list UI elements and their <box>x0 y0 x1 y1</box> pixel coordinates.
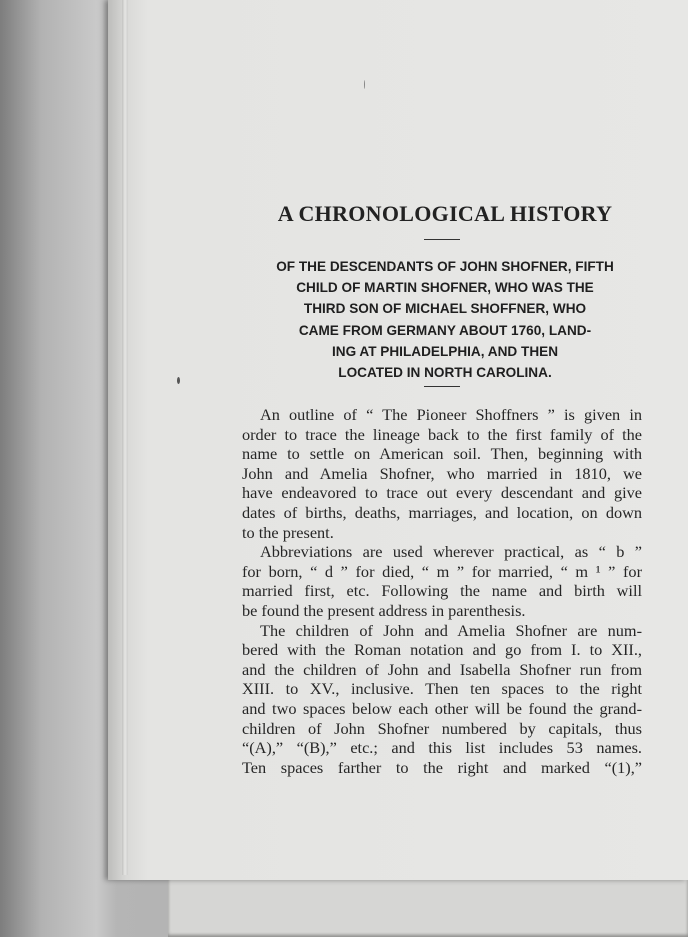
body-line: John and Amelia Shofner, who married in 1810, we <box>242 463 642 483</box>
body-line: bered with the Roman notation and go from I. to XII., <box>242 640 642 660</box>
body-line: name to settle on American soil. Then, beginning with <box>242 444 642 464</box>
subtitle-line: OF THE DESCENDANTS OF JOHN SHOFNER, FIFTH <box>276 259 614 274</box>
subtitle-line: CHILD OF MARTIN SHOFNER, WHO WAS THE <box>296 280 594 296</box>
body-line: to the present. <box>242 522 334 542</box>
body-line: An outline of “ The Pioneer Shoffners ” is given in <box>260 405 642 424</box>
body-line: Ten spaces farther to the right and marked “(1),” <box>242 757 642 777</box>
title-divider <box>424 239 460 240</box>
body-text <box>242 405 642 777</box>
page-fold-shadow <box>122 0 128 875</box>
subtitle-line: CAME FROM GERMANY ABOUT 1760, LAND- <box>298 322 592 338</box>
body-line: XIII. to XV., inclusive. Then ten spaces to the right <box>242 679 642 699</box>
body-line: The children of John and Amelia Shofner are num- <box>260 620 642 640</box>
subtitle-block <box>240 256 650 383</box>
subtitle-divider <box>424 386 460 387</box>
subtitle-line: THIRD SON OF MICHAEL SHOFFNER, WHO <box>303 301 587 317</box>
body-line: be found the present address in parenthesis. <box>242 600 526 620</box>
body-line: “(A),” “(B),” etc.; and this list includes 53 names. <box>242 738 642 758</box>
underlying-page-edge <box>168 872 688 937</box>
body-line: Abbreviations are used wherever practical, as “ b ” <box>260 542 642 562</box>
body-line: children of John Shofner numbered by capitals, thus <box>242 718 642 738</box>
body-line: have endeavored to trace out every descendant and give <box>242 483 642 503</box>
body-line: married first, etc. Following the name and birth will <box>242 581 642 601</box>
body-line: and two spaces below each other will be found the grand- <box>242 698 642 718</box>
body-line: and the children of John and Isabella Shofner run from <box>242 659 642 679</box>
paper-speck <box>177 377 180 384</box>
subtitle-line: ING AT PHILADELPHIA, AND THEN <box>331 343 559 359</box>
body-line: order to trace the lineage back to the first family of the <box>242 424 642 444</box>
body-line: for born, “ d ” for died, “ m ” for married, “ m ¹ ” for <box>242 561 642 581</box>
subtitle-line: LOCATED IN NORTH CAROLINA. <box>338 365 552 381</box>
page-title: A CHRONOLOGICAL HISTORY <box>277 201 613 226</box>
paper-speck <box>364 80 365 89</box>
body-line: dates of births, deaths, marriages, and location, on down <box>242 502 642 522</box>
